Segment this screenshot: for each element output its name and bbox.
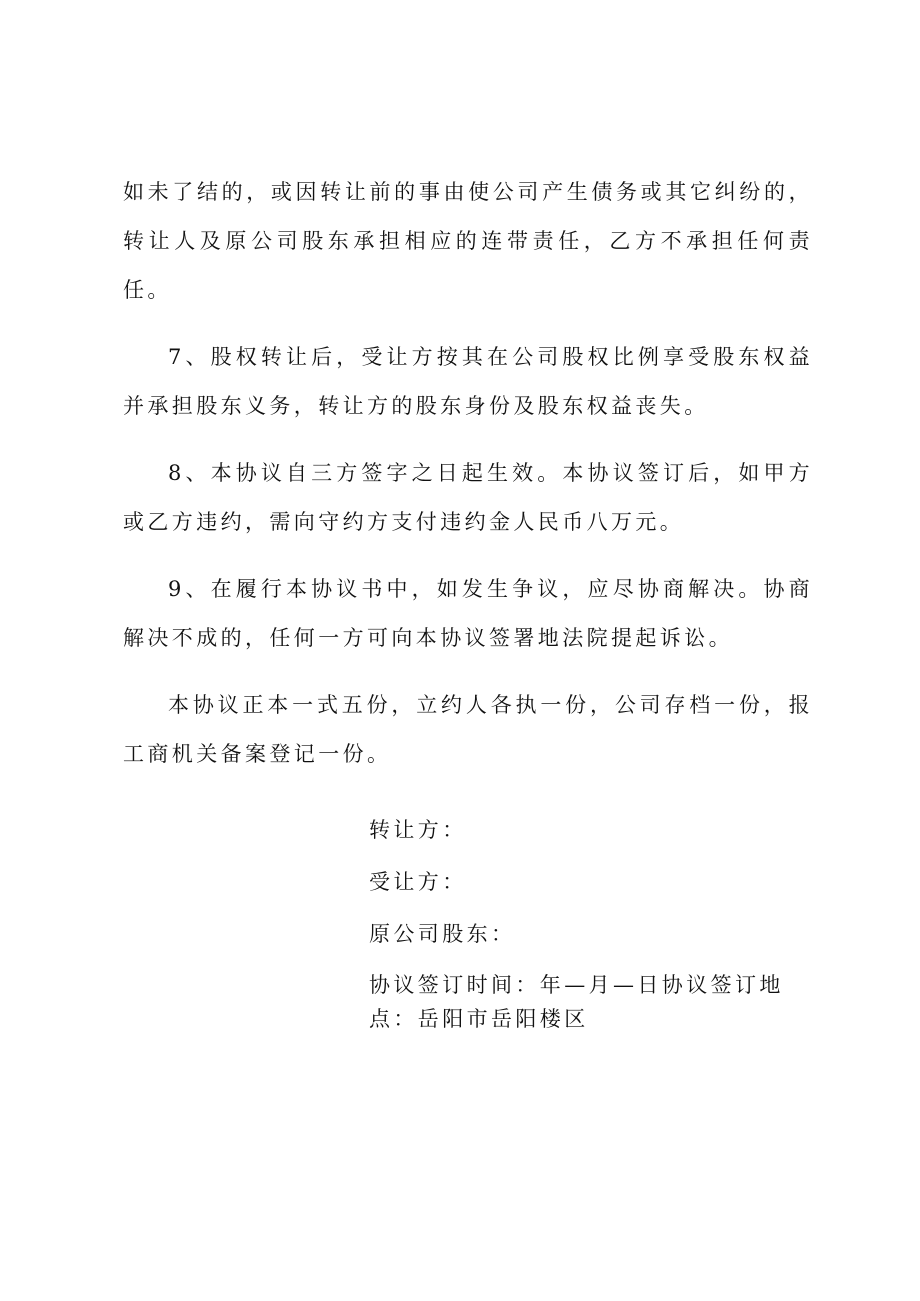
agreement-body — [123, 168, 813, 797]
copies-clause: 本协议正本一式五份，立约人各执一份，公司存档一份，报工商机关备案登记一份。 — [123, 693, 813, 766]
signing-date-place: 协议签订时间：年—月—日协议签订地点：岳阳市岳阳楼区 — [369, 973, 784, 1031]
signature-block — [369, 812, 829, 1052]
clause-continuation: 如未了结的，或因转让前的事由使公司产生债务或其它纠纷的，转让人及原公司股东承担相应的连带责任，乙方不承担任何责任。 — [123, 180, 813, 302]
original-shareholders-signature-line: 原公司股东： — [369, 922, 516, 946]
clause-9: 9、在履行本协议书中，如发生争议，应尽协商解决。协商解决不成的，任何一方可向本协议签署地法院提起诉讼。 — [123, 577, 813, 650]
transferor-signature-line: 转让方： — [369, 818, 467, 842]
clause-7: 7、股权转让后，受让方按其在公司股权比例享受股东权益并承担股东义务，转让方的股东身份及股东权益丧失。 — [123, 345, 813, 418]
transferee-signature-line: 受让方： — [369, 870, 467, 894]
clause-8: 8、本协议自三方签字之日起生效。本协议签订后，如甲方或乙方违约，需向守约方支付违约金人民币八万元。 — [123, 461, 813, 534]
